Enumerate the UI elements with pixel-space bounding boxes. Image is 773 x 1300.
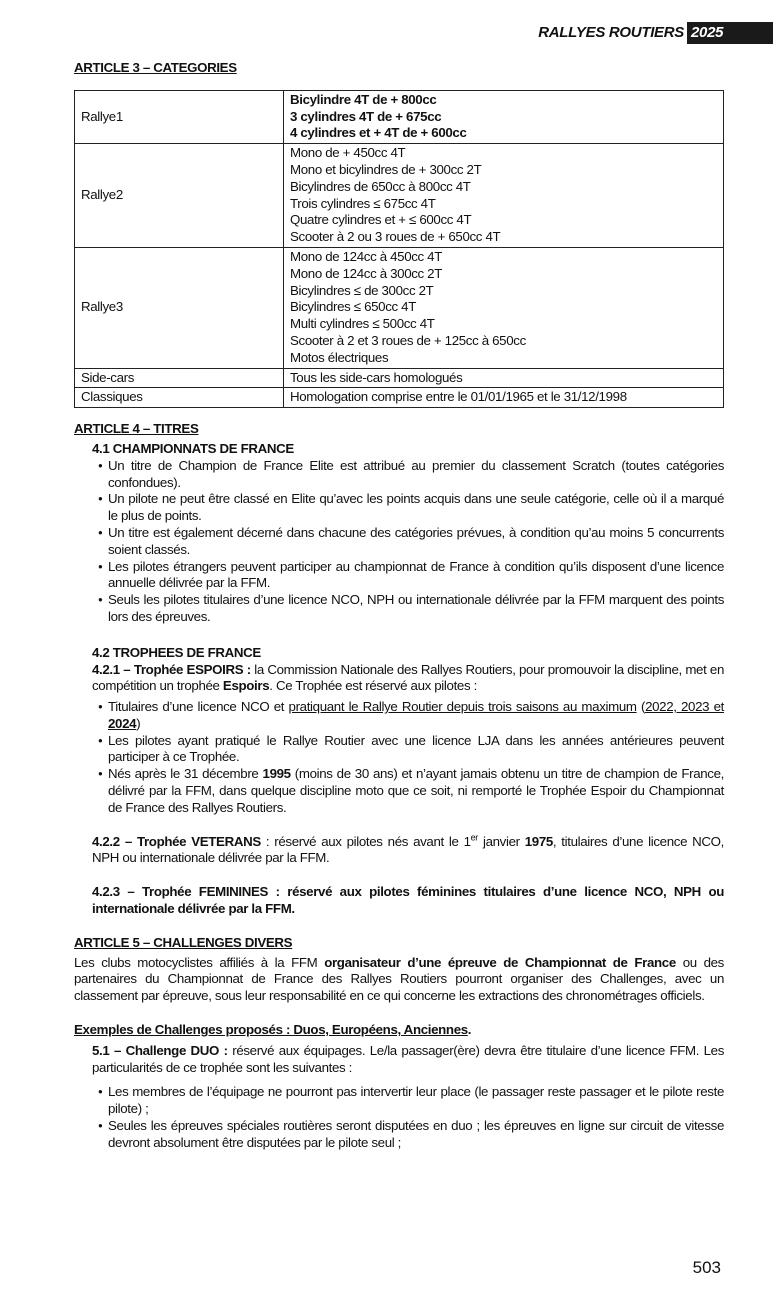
category-spec (284, 90, 724, 143)
category-name: Classiques (75, 388, 284, 408)
list-item: ● Seules les épreuves spéciales routières seront disputées en duo ; les épreuves en ligne sur circuit de vitesse devront absolument être disputées par le pilote seul ; (92, 1118, 724, 1152)
article-5-heading: ARTICLE 5 – CHALLENGES DIVERS (74, 934, 293, 950)
article-3-heading: ARTICLE 3 – CATEGORIES (74, 60, 237, 75)
category-name: Rallye3 (75, 247, 284, 368)
category-spec-line: Mono de 124cc à 450cc 4T (290, 248, 443, 264)
category-name: Side-cars (75, 368, 284, 388)
trophy-veterans-paragraph: 4.2.2 – Trophée VETERANS : réservé aux pilotes nés avant le 1er janvier 1975, titulaires d’une licence NCO, NPH ou internationale délivrée par la FFM. (92, 832, 724, 866)
table-row (75, 90, 724, 143)
category-spec-line: 3 cylindres 4T de + 675cc (290, 108, 442, 124)
category-spec-line: Quatre cylindres et + ≤ 600cc 4T (290, 212, 472, 228)
trophy-feminines-paragraph: 4.2.3 – Trophée FEMININES : réservé aux pilotes féminines titulaires d’une licence NCO, NPH ou internationale délivrée par la FFM. (92, 884, 724, 917)
page-number: 503 (692, 1258, 721, 1277)
category-spec-line: Homologation comprise entre le 01/01/1965 et le 31/12/1998 (290, 389, 627, 405)
category-spec-line: Multi cylindres ≤ 500cc 4T (290, 316, 435, 332)
categories-table (74, 90, 724, 408)
trophy-veterans-title: 4.2.2 – Trophée VETERANS (92, 833, 261, 849)
list-item: ● Les membres de l’équipage ne pourront pas intervertir leur place (le passager reste passager et le pilote reste pilote) ; (92, 1084, 724, 1118)
challenges-examples: Exemples de Challenges proposés : Duos, Européens, Anciennes. (74, 1022, 472, 1038)
section-4-1-list (92, 458, 724, 626)
article-4-heading: ARTICLE 4 – TITRES (74, 421, 199, 437)
list-item: ● Titulaires d’une licence NCO et pratiquant le Rallye Routier depuis trois saisons au maximum (2022, 2023 et 2024) (92, 699, 724, 733)
list-item: ● Un pilote ne peut être classé en Elite qu’avec les points acquis dans une seule catégorie, celle où il a marqué le plus de points. (92, 491, 724, 525)
challenge-duo-paragraph: 5.1 – Challenge DUO : réservé aux équipages. Le/la passager(ère) devra être titulaire d’une licence FFM. Les particularités de ce trophée sont les suivantes : (92, 1042, 725, 1075)
category-spec-line: Mono et bicylindres de + 300cc 2T (290, 161, 482, 177)
header-year-badge: 2025 (687, 22, 773, 44)
section-4-1-heading: 4.1 CHAMPIONNATS DE FRANCE (92, 440, 294, 456)
trophy-espoirs-list (92, 699, 724, 817)
category-spec-line: Mono de + 450cc 4T (290, 145, 406, 161)
table-row (75, 144, 724, 248)
category-name: Rallye1 (75, 90, 284, 143)
category-spec (284, 368, 724, 388)
category-spec-line: Scooter à 2 ou 3 roues de + 650cc 4T (290, 229, 501, 245)
challenge-duo-title: 5.1 – Challenge DUO : (92, 1042, 228, 1058)
category-spec (284, 247, 724, 368)
running-header (538, 22, 773, 44)
category-spec-line: Bicylindres ≤ de 300cc 2T (290, 282, 434, 298)
list-item: ● Les pilotes ayant pratiqué le Rallye Routier avec une licence LJA dans les années antérieures peuvent participer à ce Trophée. (92, 733, 724, 767)
list-item: ● Un titre de Champion de France Elite est attribué au premier du classement Scratch (toutes catégories confondues). (92, 458, 724, 492)
header-title: RALLYES ROUTIERS (538, 24, 684, 41)
category-spec-line: Scooter à 2 et 3 roues de + 125cc à 650cc (290, 332, 526, 348)
category-spec-line: Bicylindres ≤ 650cc 4T (290, 299, 416, 315)
category-name: Rallye2 (75, 144, 284, 248)
table-row (75, 368, 724, 388)
article-5-intro: Les clubs motocyclistes affiliés à la FFM organisateur d’une épreuve de Championnat de France ou des partenaires du Championnat de France des Rallyes Routiers pourront organiser des Challenges, avec un classement par épreuve, sous leur responsabilité en ce qui concerne les extractions des chronométrages officiels. (74, 954, 724, 1004)
section-4-2-heading: 4.2 TROPHEES DE FRANCE (92, 644, 261, 660)
list-item: ● Un titre est également décerné dans chacune des catégories prévues, à condition qu’au moins 5 concurrents soient classés. (92, 525, 724, 559)
category-spec-line: Mono de 124cc à 300cc 2T (290, 265, 443, 281)
list-item: ● Seuls les pilotes titulaires d’une licence NCO, NPH ou internationale délivrée par la FFM marquent des points lors des épreuves. (92, 592, 724, 626)
category-spec-line: Bicylindre 4T de + 800cc (290, 91, 437, 107)
category-spec-line: Tous les side-cars homologués (290, 369, 463, 385)
list-item: ● Nés après le 31 décembre 1995 (moins de 30 ans) et n’ayant jamais obtenu un titre de champion de France, délivré par la FFM, dans quelque discipline moto que ce soit, ni remporté le Trophée Espoir du Championnat de France des Rallyes Routiers. (92, 766, 724, 816)
list-item: ● Les pilotes étrangers peuvent participer au championnat de France à condition qu’ils disposent d’une licence annuelle délivrée par la FFM. (92, 559, 724, 593)
document-content (74, 60, 724, 1152)
category-spec-line: Trois cylindres ≤ 675cc 4T (290, 195, 436, 211)
trophy-espoirs-title: 4.2.1 – Trophée ESPOIRS : (92, 661, 251, 677)
table-row (75, 247, 724, 368)
category-spec (284, 388, 724, 408)
table-row (75, 388, 724, 408)
category-spec-line: 4 cylindres et + 4T de + 600cc (290, 125, 467, 141)
category-spec-line: Motos électriques (290, 349, 389, 365)
category-spec-line: Bicylindres de 650cc à 800cc 4T (290, 178, 471, 194)
category-spec (284, 144, 724, 248)
trophy-espoirs-paragraph: 4.2.1 – Trophée ESPOIRS : la Commission Nationale des Rallyes Routiers, pour promouvoir la discipline, met en compétition un trophée Espoirs. Ce Trophée est réservé aux pilotes : (92, 661, 724, 694)
challenge-duo-list (92, 1084, 724, 1151)
